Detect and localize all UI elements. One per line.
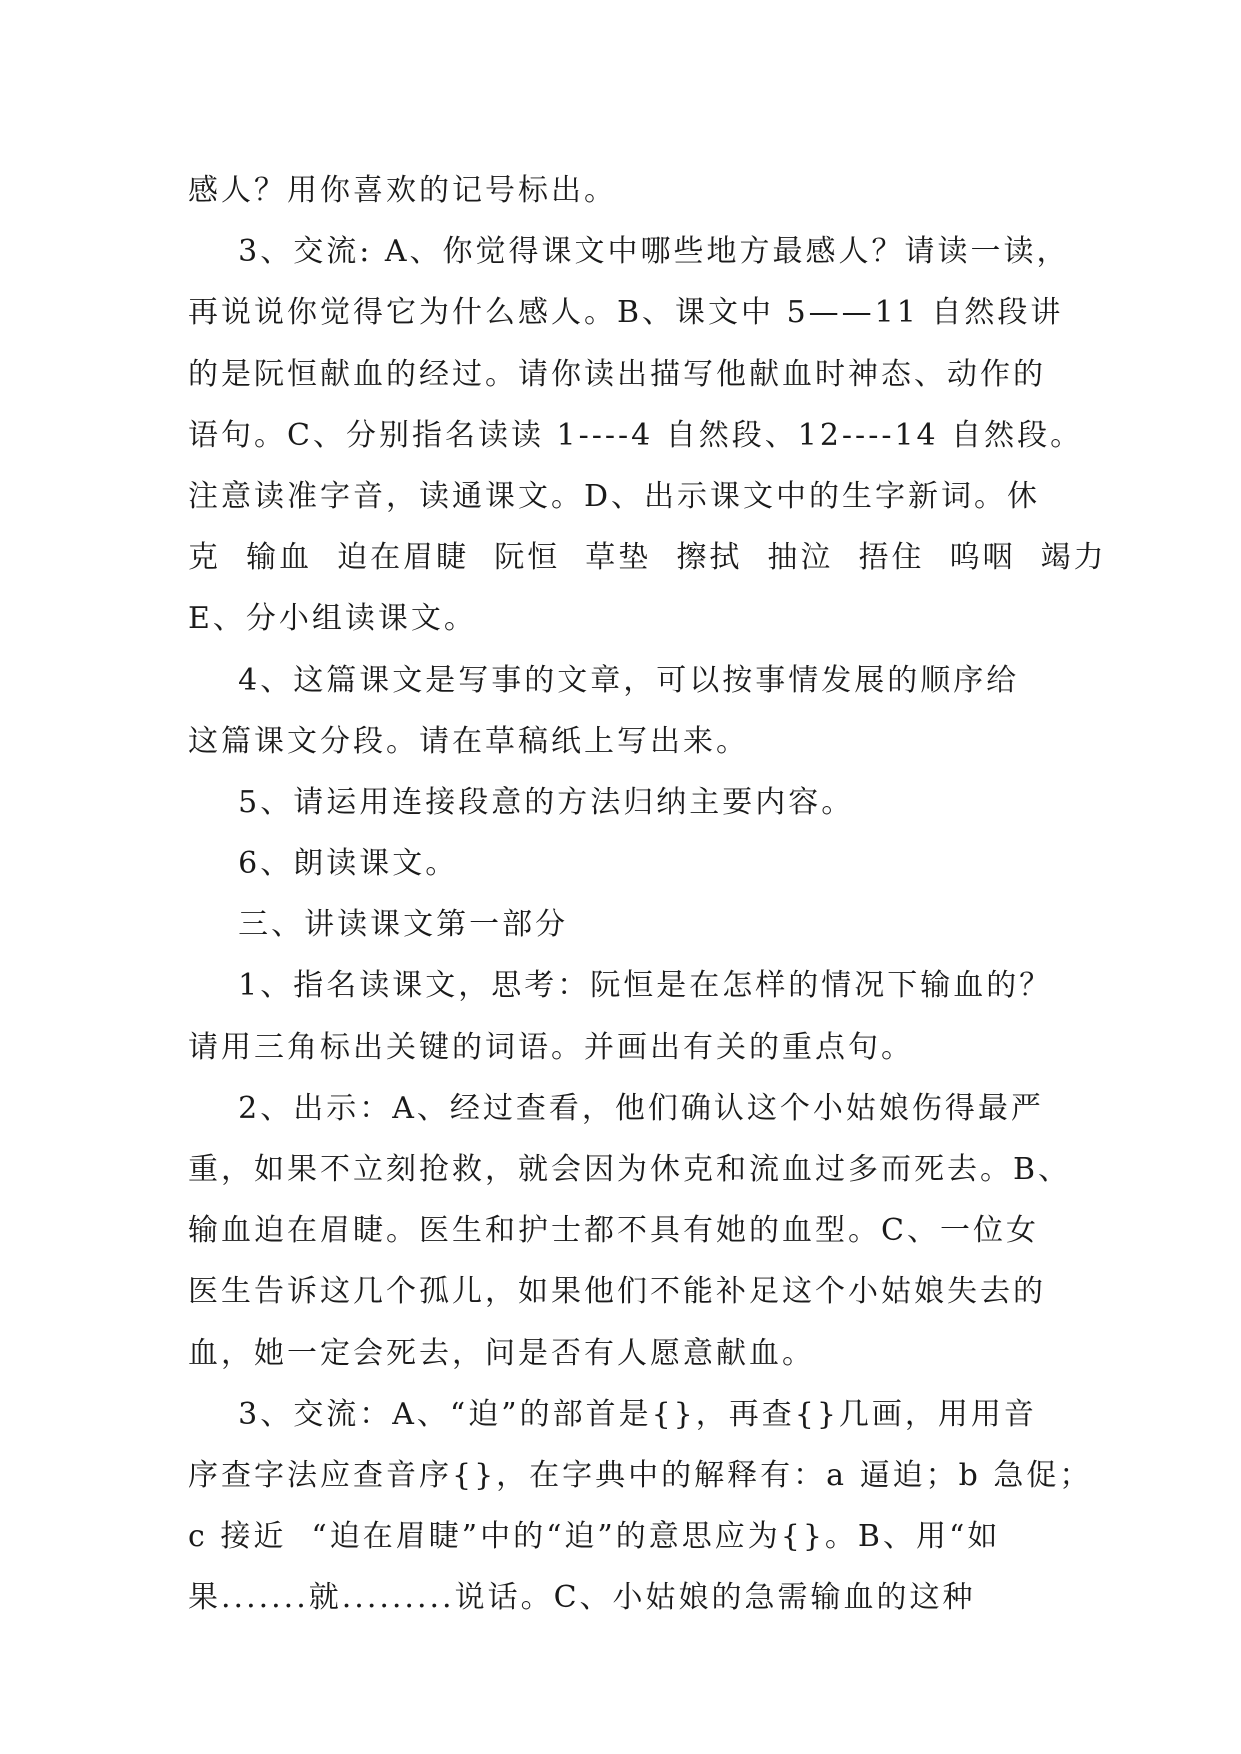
text-line: E、分小组读课文。 — [188, 601, 477, 637]
text-line: 6、朗读课文。 — [188, 846, 459, 882]
text-line: c 接近 “迫在眉睫”中的“迫”的意思应为{}。B、用“如 — [188, 1519, 1001, 1555]
text-line: 这篇课文分段。请在草稿纸上写出来。 — [188, 723, 749, 759]
text-line: 的是阮恒献血的经过。请你读出描写他献血时神态、动作的 — [188, 356, 1046, 392]
text-line: 2、出示：A、经过查看，他们确认这个小姑娘伤得最严 — [188, 1090, 1044, 1126]
text-line: 注意读准字音，读通课文。D、出示课文中的生字新词。休 — [188, 478, 1041, 514]
text-line: 医生告诉这几个孤儿，如果他们不能补足这个小姑娘失去的 — [188, 1274, 1046, 1310]
text-line: 序查字法应查音序{}，在字典中的解释有：a 逼迫；b 急促； — [188, 1457, 1093, 1493]
text-line: 5、请运用连接段意的方法归纳主要内容。 — [188, 784, 855, 820]
text-line: 语句。C、分别指名读读 1----4 自然段、12----14 自然段。 — [188, 417, 1084, 453]
text-line: 3、交流：A、“迫”的部首是{}，再查{}几画，用用音 — [188, 1396, 1037, 1432]
text-line: 3、交流: A、你觉得课文中哪些地方最感人？请读一读， — [188, 234, 1070, 270]
text-line: 请用三角标出关键的词语。并画出有关的重点句。 — [188, 1029, 914, 1065]
text-line: 克 输血 迫在眉睫 阮恒 草垫 擦拭 抽泣 捂住 呜咽 竭力 — [188, 540, 1107, 576]
text-line: 重，如果不立刻抢救，就会因为休克和流血过多而死去。B、 — [188, 1152, 1072, 1187]
text-line: 再说说你觉得它为什么感人。B、课文中 5——11 自然段讲 — [188, 295, 1064, 331]
text-line: 1、指名读课文，思考：阮恒是在怎样的情况下输血的？ — [188, 968, 1053, 1004]
document-body — [188, 160, 1107, 1629]
text-line: 血，她一定会死去，问是否有人愿意献血。 — [188, 1335, 815, 1371]
text-line: 果.......就.........说话。C、小姑娘的急需输血的这种 — [188, 1580, 976, 1616]
text-line: 输血迫在眉睫。医生和护士都不具有她的血型。C、一位女 — [188, 1213, 1039, 1249]
text-line: 4、这篇课文是写事的文章，可以按事情发展的顺序给 — [188, 662, 1020, 698]
text-line: 感人？用你喜欢的记号标出。 — [188, 173, 617, 208]
section-heading: 三、讲读课文第一部分 — [188, 907, 569, 943]
